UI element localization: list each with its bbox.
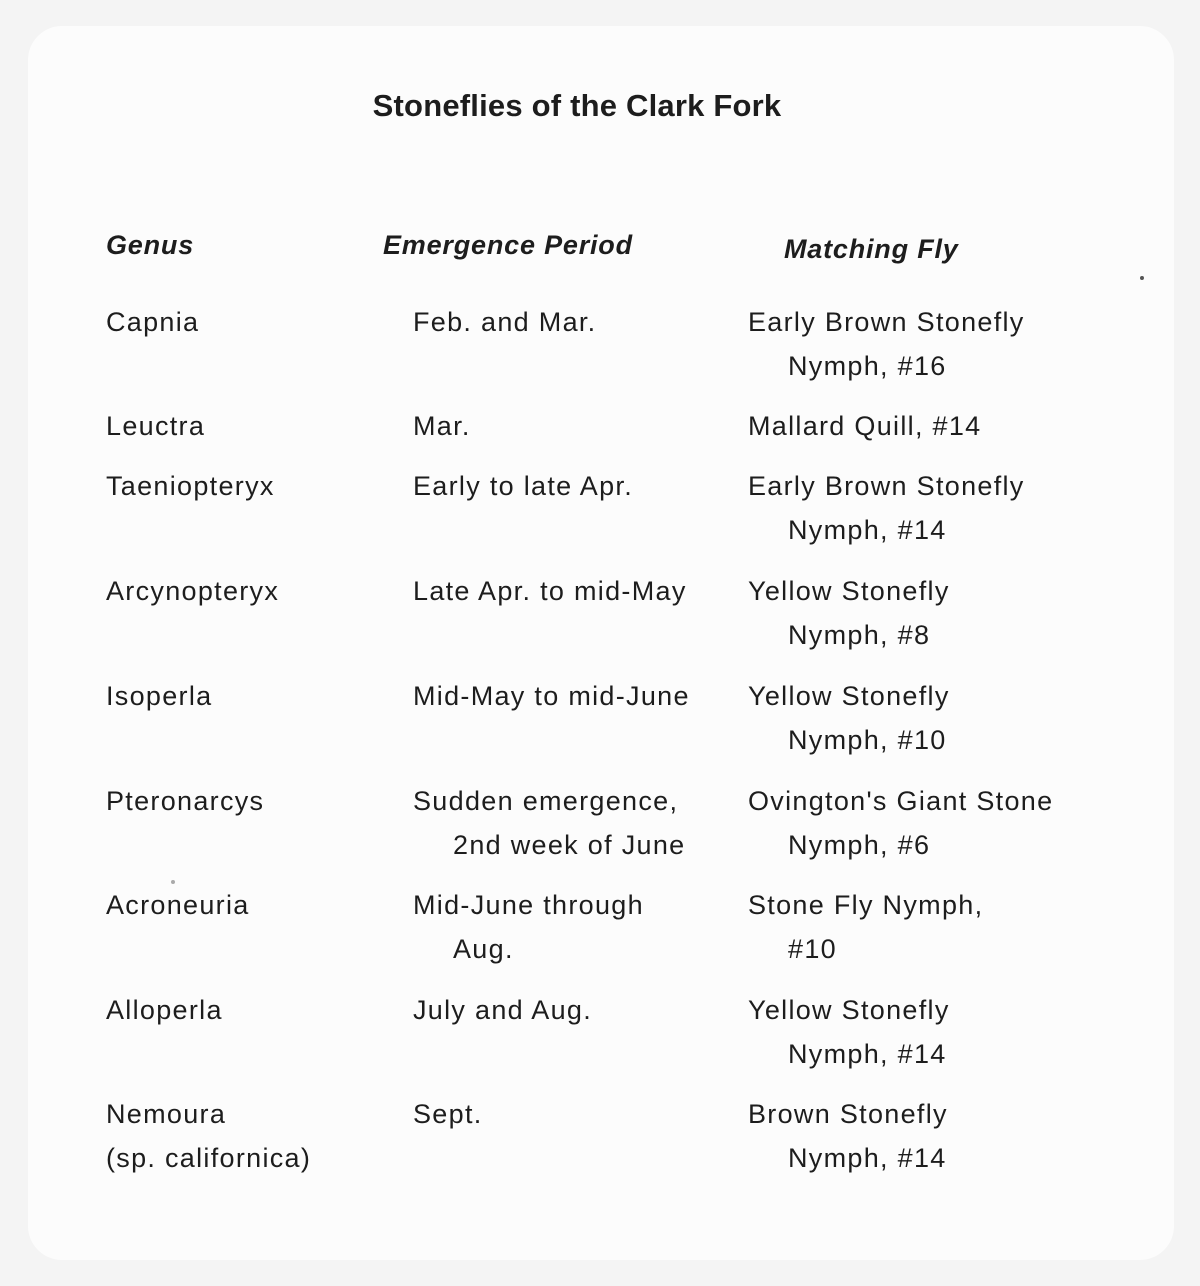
genus-name: Nemoura bbox=[106, 1099, 227, 1129]
emergence-period: Sept. bbox=[413, 1099, 483, 1129]
fly-cell bbox=[748, 779, 1053, 867]
fly-cell bbox=[748, 464, 1025, 552]
genus-cell bbox=[106, 404, 205, 448]
emergence-cell bbox=[413, 300, 597, 344]
matching-fly: Brown Stonefly bbox=[748, 1099, 948, 1129]
matching-fly-size: Nymph, #16 bbox=[788, 351, 947, 381]
matching-fly-size: Nymph, #10 bbox=[788, 725, 947, 755]
matching-fly: Early Brown Stonefly bbox=[748, 471, 1025, 501]
genus-species: (sp. californica) bbox=[106, 1143, 312, 1173]
matching-fly-size: Nymph, #14 bbox=[788, 1143, 947, 1173]
genus-cell bbox=[106, 1092, 311, 1180]
matching-fly-size: #10 bbox=[788, 934, 837, 964]
document-page bbox=[28, 26, 1174, 1260]
genus-cell bbox=[106, 883, 250, 927]
emergence-period: Early to late Apr. bbox=[413, 471, 634, 501]
emergence-period: Feb. and Mar. bbox=[413, 307, 597, 337]
matching-fly: Yellow Stonefly bbox=[748, 681, 950, 711]
emergence-cell bbox=[413, 464, 633, 508]
genus-cell bbox=[106, 988, 223, 1032]
emergence-period: July and Aug. bbox=[413, 995, 593, 1025]
genus-cell bbox=[106, 464, 275, 508]
genus-cell bbox=[106, 779, 264, 823]
emergence-period-detail: 2nd week of June bbox=[453, 830, 686, 860]
header-genus: Genus bbox=[106, 230, 195, 260]
emergence-cell bbox=[413, 404, 471, 448]
genus-cell bbox=[106, 300, 199, 344]
header-matching-fly: Matching Fly bbox=[784, 234, 959, 264]
emergence-period: Sudden emergence, bbox=[413, 786, 679, 816]
emergence-cell bbox=[413, 988, 592, 1032]
matching-fly-size: Nymph, #14 bbox=[788, 1039, 947, 1069]
emergence-period: Mar. bbox=[413, 411, 471, 441]
genus-name: Arcynopteryx bbox=[106, 576, 280, 606]
emergence-cell bbox=[413, 779, 685, 867]
fly-cell bbox=[748, 1092, 948, 1180]
header-emergence-period: Emergence Period bbox=[383, 230, 633, 260]
genus-cell bbox=[106, 569, 279, 613]
emergence-period: Mid-May to mid-June bbox=[413, 681, 690, 711]
matching-fly-size: Nymph, #6 bbox=[788, 830, 931, 860]
genus-name: Taeniopteryx bbox=[106, 471, 275, 501]
fly-cell bbox=[748, 404, 982, 448]
fly-cell bbox=[748, 300, 1025, 388]
matching-fly: Stone Fly Nymph, bbox=[748, 890, 984, 920]
fly-cell bbox=[748, 674, 950, 762]
emergence-period: Late Apr. to mid-May bbox=[413, 576, 687, 606]
genus-name: Pteronarcys bbox=[106, 786, 265, 816]
matching-fly: Ovington's Giant Stone bbox=[748, 786, 1054, 816]
emergence-period: Mid-June through bbox=[413, 890, 644, 920]
emergence-period-detail: Aug. bbox=[453, 934, 514, 964]
genus-name: Alloperla bbox=[106, 995, 223, 1025]
genus-name: Capnia bbox=[106, 307, 200, 337]
genus-cell bbox=[106, 674, 212, 718]
matching-fly: Mallard Quill, #14 bbox=[748, 411, 982, 441]
page-title: Stoneflies of the Clark Fork bbox=[372, 88, 782, 123]
matching-fly: Yellow Stonefly bbox=[748, 995, 950, 1025]
genus-name: Acroneuria bbox=[106, 890, 250, 920]
matching-fly: Early Brown Stonefly bbox=[748, 307, 1025, 337]
fly-cell bbox=[748, 569, 950, 657]
matching-fly-size: Nymph, #8 bbox=[788, 620, 931, 650]
emergence-cell bbox=[413, 1092, 483, 1136]
scan-speck bbox=[1140, 276, 1144, 280]
matching-fly: Yellow Stonefly bbox=[748, 576, 950, 606]
emergence-cell bbox=[413, 569, 687, 613]
fly-cell bbox=[748, 883, 983, 971]
emergence-cell bbox=[413, 674, 690, 718]
scan-speck bbox=[171, 880, 175, 884]
fly-cell bbox=[748, 988, 950, 1076]
genus-name: Leuctra bbox=[106, 411, 206, 441]
genus-name: Isoperla bbox=[106, 681, 213, 711]
emergence-cell bbox=[413, 883, 644, 971]
matching-fly-size: Nymph, #14 bbox=[788, 515, 947, 545]
